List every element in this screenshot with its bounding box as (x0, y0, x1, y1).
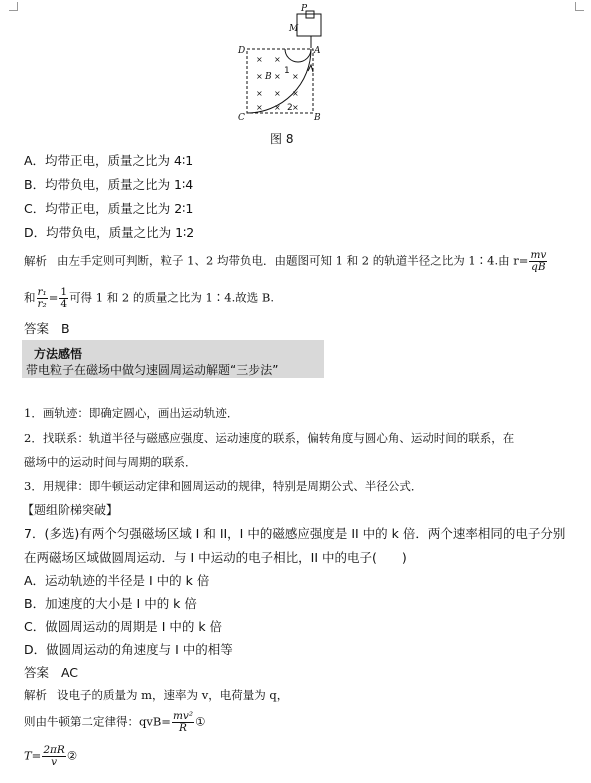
step-1: 1．画轨迹：即确定圆心，画出运动轨迹． (24, 406, 239, 420)
apparatus-box (297, 14, 321, 36)
answer-7 (24, 663, 78, 681)
analysis-label: 解析 (24, 253, 47, 268)
analysis-7-newton: 则由牛顿第二定律得：qvB= $\frac{\text{mv²}}{R}$ ① (24, 710, 206, 735)
cross: × (256, 89, 263, 98)
cross: × (292, 89, 299, 98)
cross: × (256, 55, 263, 64)
figure-8-diagram (225, 2, 335, 127)
fraction-mv2-r: $\frac{\text{mv²}}{R}$ (172, 710, 194, 735)
method-subtitle: 带电粒子在磁场中做匀速圆周运动解题“三步法” (26, 363, 279, 377)
analysis-6-line-2: 和 $\frac{\text{r₁}}{\text{r₂}}$ = $\frac{1}{4}$ 可得 1 和 2 的质量之比为 1∶4.故选 B. (24, 286, 275, 311)
answer-6 (24, 319, 70, 337)
equation-marker-2: ② (66, 748, 78, 763)
fraction-r: $\frac{mv}{qB}$ (530, 249, 547, 274)
figure-caption: 图 8 (270, 132, 294, 146)
fraction-one-quarter: $\frac{1}{4}$ (60, 286, 68, 311)
q6-option-c: C．均带正电，质量之比为 2∶1 (24, 201, 194, 216)
fraction-radius-ratio: $\frac{\text{r₁}}{\text{r₂}}$ (37, 286, 47, 311)
q7-stem-line-2: 在两磁场区域做圆周运动．与 I 中运动的电子相比，II 中的电子( ) (24, 550, 407, 565)
corner-mark (9, 2, 18, 11)
cross: × (256, 72, 263, 81)
analysis-6-text: 由左手定则可判断，粒子 1、2 均带负电．由题图可知 1 和 2 的轨道半径之比为 1∶4.由 r= (57, 253, 529, 268)
analysis-7-period: T= $\frac{2\pi R}{v}$ ② (24, 744, 78, 769)
cross: × (292, 103, 299, 112)
answer-value: AC (60, 665, 78, 680)
q7-option-a: A．运动轨迹的半径是 I 中的 k 倍 (24, 573, 210, 588)
method-banner (22, 340, 324, 378)
step-3: 3．用规律：即牛顿运动定律和圆周运动的规律，特别是周期公式、半径公式． (24, 479, 423, 493)
analysis-label: 解析 (24, 688, 47, 702)
label-b-field: B (265, 72, 272, 82)
q6-option-d: D．均带负电，质量之比为 1∶2 (24, 225, 195, 240)
label-b: B (314, 113, 321, 123)
cross: × (274, 89, 281, 98)
q7-option-c: C．做圆周运动的周期是 I 中的 k 倍 (24, 619, 223, 634)
section-tag: 【题组阶梯突破】 (22, 503, 119, 517)
step-2: 2．找联系：轨道半径与磁感应强度、运动速度的联系，偏转角度与圆心角、运动时间的联系，在 (24, 431, 515, 445)
answer-label: 答案 (24, 321, 50, 336)
step-2-cont: 磁场中的运动时间与周期的联系． (24, 455, 197, 469)
q7-option-d: D．做圆周运动的角速度与 I 中的相等 (24, 642, 233, 657)
answer-value: B (60, 321, 70, 336)
q7-option-b: B．加速度的大小是 I 中的 k 倍 (24, 596, 197, 611)
track-1-number: 1 (284, 66, 290, 76)
cross: × (292, 72, 299, 81)
fraction-2pir-v: $\frac{2\pi R}{v}$ (43, 744, 65, 769)
cross: × (274, 72, 281, 81)
corner-mark (575, 2, 584, 11)
analysis-7-line-1: 解析 设电子的质量为 m，速率为 v，电荷量为 q， (24, 688, 289, 702)
q6-option-b: B．均带负电，质量之比为 1∶4 (24, 177, 194, 192)
track-2-number: 2 (287, 103, 293, 113)
label-p: P (301, 4, 308, 14)
label-m: M (289, 24, 299, 34)
q6-option-a: A．均带正电，质量之比为 4∶1 (24, 153, 194, 168)
cross: × (256, 103, 263, 112)
label-c: C (238, 113, 245, 123)
q7-stem-line-1: 7．(多选)有两个匀强磁场区域 I 和 II，I 中的磁感应强度是 II 中的 k 倍．两个速率相同的电子分别 (24, 526, 566, 541)
label-a: A (314, 46, 321, 56)
answer-label: 答案 (24, 665, 50, 680)
cross: × (274, 103, 281, 112)
method-title: 方法感悟 (34, 347, 83, 361)
equation-marker-1: ① (195, 714, 206, 729)
analysis-6-line-1 (24, 250, 548, 273)
label-d: D (238, 46, 246, 56)
cross: × (274, 55, 281, 64)
track-1 (285, 49, 311, 62)
